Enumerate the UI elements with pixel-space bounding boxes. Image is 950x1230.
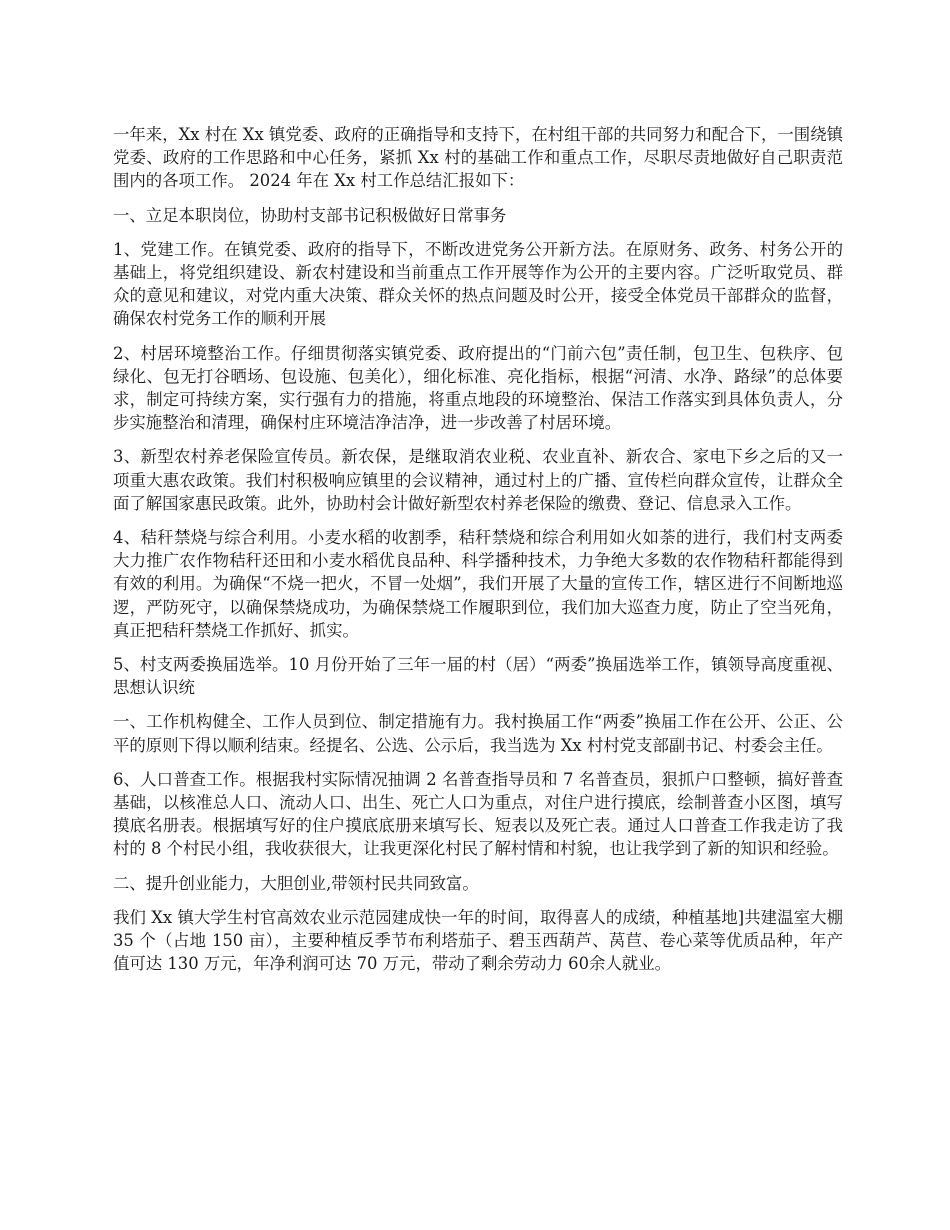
section-heading-2: 二、提升创业能力，大胆创业,带领村民共同致富。	[113, 873, 479, 893]
section-heading-1: 一、立足本职岗位，协助村支部书记积极做好日常事务	[113, 205, 507, 225]
intro-paragraph: 一年来，Xx 村在 Xx 镇党委、政府的正确指导和支持下，在村组干部的共同努力和配合下，一围绕镇党委、政府的工作思路和中心任务，紧抓 Xx 村的基础工作和重点工作，尽职尽责地做好自己职责范围内的各项工作。 2024 年在 Xx 村工作总结汇报如下：	[113, 125, 843, 191]
item-party-building: 1、党建工作。在镇党委、政府的指导下，不断改进党务公开新方法。在原财务、政务、村务公开的基础上，将党组织建设、新农村建设和当前重点工作开展等作为公开的主要内容。广泛听取党员、群众的意见和建议，对党内重大决策、群众关怀的热点问题及时公开，接受全体党员干部群众的监督，确保农村党务工作的顺利开展	[113, 239, 843, 329]
document-body	[113, 123, 843, 987]
agriculture-park-paragraph: 我们 Xx 镇大学生村官高效农业示范园建成快一年的时间，取得喜人的成绩，种植基地]共建温室大棚 35 个（占地 150 亩），主要种植反季节布利塔茄子、碧玉西葫芦、莴苣、卷心菜等优质品种，年产值可达 130 万元，年净利润可达 70 万元，带动了剩余劳动力 60余人就业。	[113, 907, 843, 974]
item-village-environment: 2、村居环境整治工作。仔细贯彻落实镇党委、政府提出的“门前六包”责任制，包卫生、包秩序、包绿化、包无打谷晒场、包设施、包美化），细化标准、亮化指标，根据“河清、水净、路绿”的总体要求，制定可持续方案，实行强有力的措施，将重点地段的环境整治、保洁工作落实到具体负责人，分步实施整治和清理，确保村庄环境洁净洁净，进一步改善了村居环境。	[113, 343, 843, 433]
item-straw-burning: 4、秸秆禁烧与综合利用。小麦水稻的收割季，秸秆禁烧和综合利用如火如荼的进行，我们村支两委大力推广农作物秸秆还田和小麦水稻优良品种、科学播种技术，力争绝大多数的农作物秸秆都能得到有效的利用。为确保“不烧一把火，不冒一处烟”，我们开展了大量的宣传工作，辖区进行不间断地巡逻，严防死守，以确保禁烧成功，为确保禁烧工作履职到位，我们加大巡查力度，防止了空当死角，真正把秸秆禁烧工作抓好、抓实。	[113, 528, 843, 640]
election-detail: 一、工作机构健全、工作人员到位、制定措施有力。我村换届工作“两委”换届工作在公开、公正、公平的原则下得以顺利结束。经提名、公选、公示后，我当选为 Xx 村村党支部副书记、村委会主任。	[113, 712, 843, 755]
item-pension-insurance: 3、新型农村养老保险宣传员。新农保，是继取消农业税、农业直补、新农合、家电下乡之后的又一项重大惠农政策。我们村积极响应镇里的会议精神，通过村上的广播、宣传栏向群众宣传，让群众全面了解国家惠民政策。此外，协助村会计做好新型农村养老保险的缴费、登记、信息录入工作。	[113, 447, 843, 513]
item-census: 6、人口普查工作。根据我村实际情况抽调 2 名普查指导员和 7 名普查员，狠抓户口整顿，搞好普查基础，以核准总人口、流动人口、出生、死亡人口为重点，对住户进行摸底，绘制普查小区图，填写摸底名册表。根据填写好的住户摸底底册来填写长、短表以及死亡表。通过人口普查工作我走访了我村的 8 个村民小组，我收获很大，让我更深化村民了解村情和村貌，也让我学到了新的知识和经验。	[113, 769, 843, 859]
item-election: 5、村支两委换届选举。10 月份开始了三年一届的村（居）“两委”换届选举工作，镇领导高度重视、思想认识统	[113, 655, 843, 698]
